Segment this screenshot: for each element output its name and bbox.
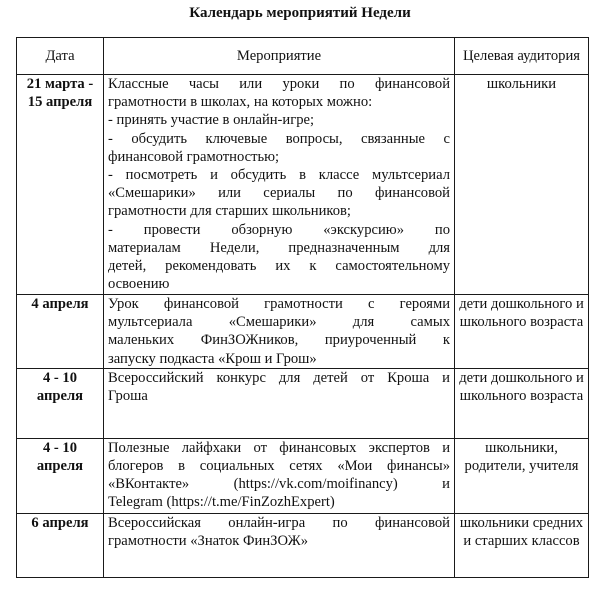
event-line: маленьких ФинЗОЖников, приуроченный к [108, 332, 450, 349]
event-line: «Смешарики» или сериалы по финансовой [108, 185, 450, 202]
event-line: грамотности для старших школьников; [108, 203, 351, 220]
event-line: грамотности «Знаток ФинЗОЖ» [108, 533, 309, 550]
row-audience: дети дошкольного и школьного возраста [455, 368, 589, 438]
row-date: 21 марта - 15 апреля [17, 75, 104, 295]
event-line: грамотности в школах, на которых можно: [108, 94, 373, 111]
row-event [104, 75, 455, 295]
event-line: мультсериала «Смешарики» для самых [108, 314, 450, 331]
event-line: Полезные лайфхаки от финансовых экспертов и [108, 439, 450, 456]
event-line: Всероссийская онлайн-игра по финансовой [108, 514, 450, 531]
document-title: Календарь мероприятий Недели [189, 5, 411, 21]
row-date: 6 апреля [17, 513, 104, 577]
event-line: Telegram (https://t.me/FinZozhExpert) [108, 494, 335, 511]
event-line: блогеров в социальных сетях «Мои финансы» [108, 458, 450, 475]
event-line: - посмотреть и обсудить в классе мультсериал [108, 167, 450, 184]
row-event [104, 438, 455, 513]
row-audience: школьники, родители, учителя [455, 438, 589, 513]
event-line: - принять участие в онлайн-игре; [108, 112, 315, 129]
event-line: Гроша [108, 388, 148, 405]
table-row [17, 295, 589, 369]
table-row [17, 368, 589, 438]
table-header-row [17, 38, 589, 75]
row-event [104, 368, 455, 438]
event-line: материалам Недели, предназначенным для [108, 239, 450, 256]
header-audience: Целевая аудитория [455, 38, 589, 75]
event-line: - провести обзорную «экскурсию» по [108, 221, 450, 238]
event-line: финансовой грамотностью; [108, 148, 280, 165]
row-audience: школьники [455, 75, 589, 295]
table-row [17, 513, 589, 577]
event-line: Классные часы или уроки по финансовой [108, 76, 450, 92]
row-event [104, 295, 455, 369]
event-line: - обсудить ключевые вопросы, связанные с [108, 130, 450, 147]
table-row [17, 75, 589, 295]
event-line: Всероссийский конкурс для детей от Кроша и [108, 369, 450, 386]
event-line: «ВКонтакте» (https://vk.com/moifinancy) и [108, 476, 450, 493]
row-date: 4 - 10 апреля [17, 368, 104, 438]
row-audience: дети дошкольного и школьного возраста [455, 295, 589, 369]
event-line: запуску подкаста «Крош и Грош» [108, 350, 317, 367]
events-calendar-table [16, 37, 589, 578]
row-audience: школьники средних и старших классов [455, 513, 589, 577]
row-date: 4 - 10 апреля [17, 438, 104, 513]
header-event: Мероприятие [104, 38, 455, 75]
event-line: детей, рекомендовать их к самостоятельному [108, 258, 450, 275]
event-line: Урок финансовой грамотности с героями [108, 296, 450, 312]
event-line: освоению [108, 276, 170, 293]
table-row [17, 438, 589, 513]
row-date: 4 апреля [17, 295, 104, 369]
header-date: Дата [17, 38, 104, 75]
row-event [104, 513, 455, 577]
